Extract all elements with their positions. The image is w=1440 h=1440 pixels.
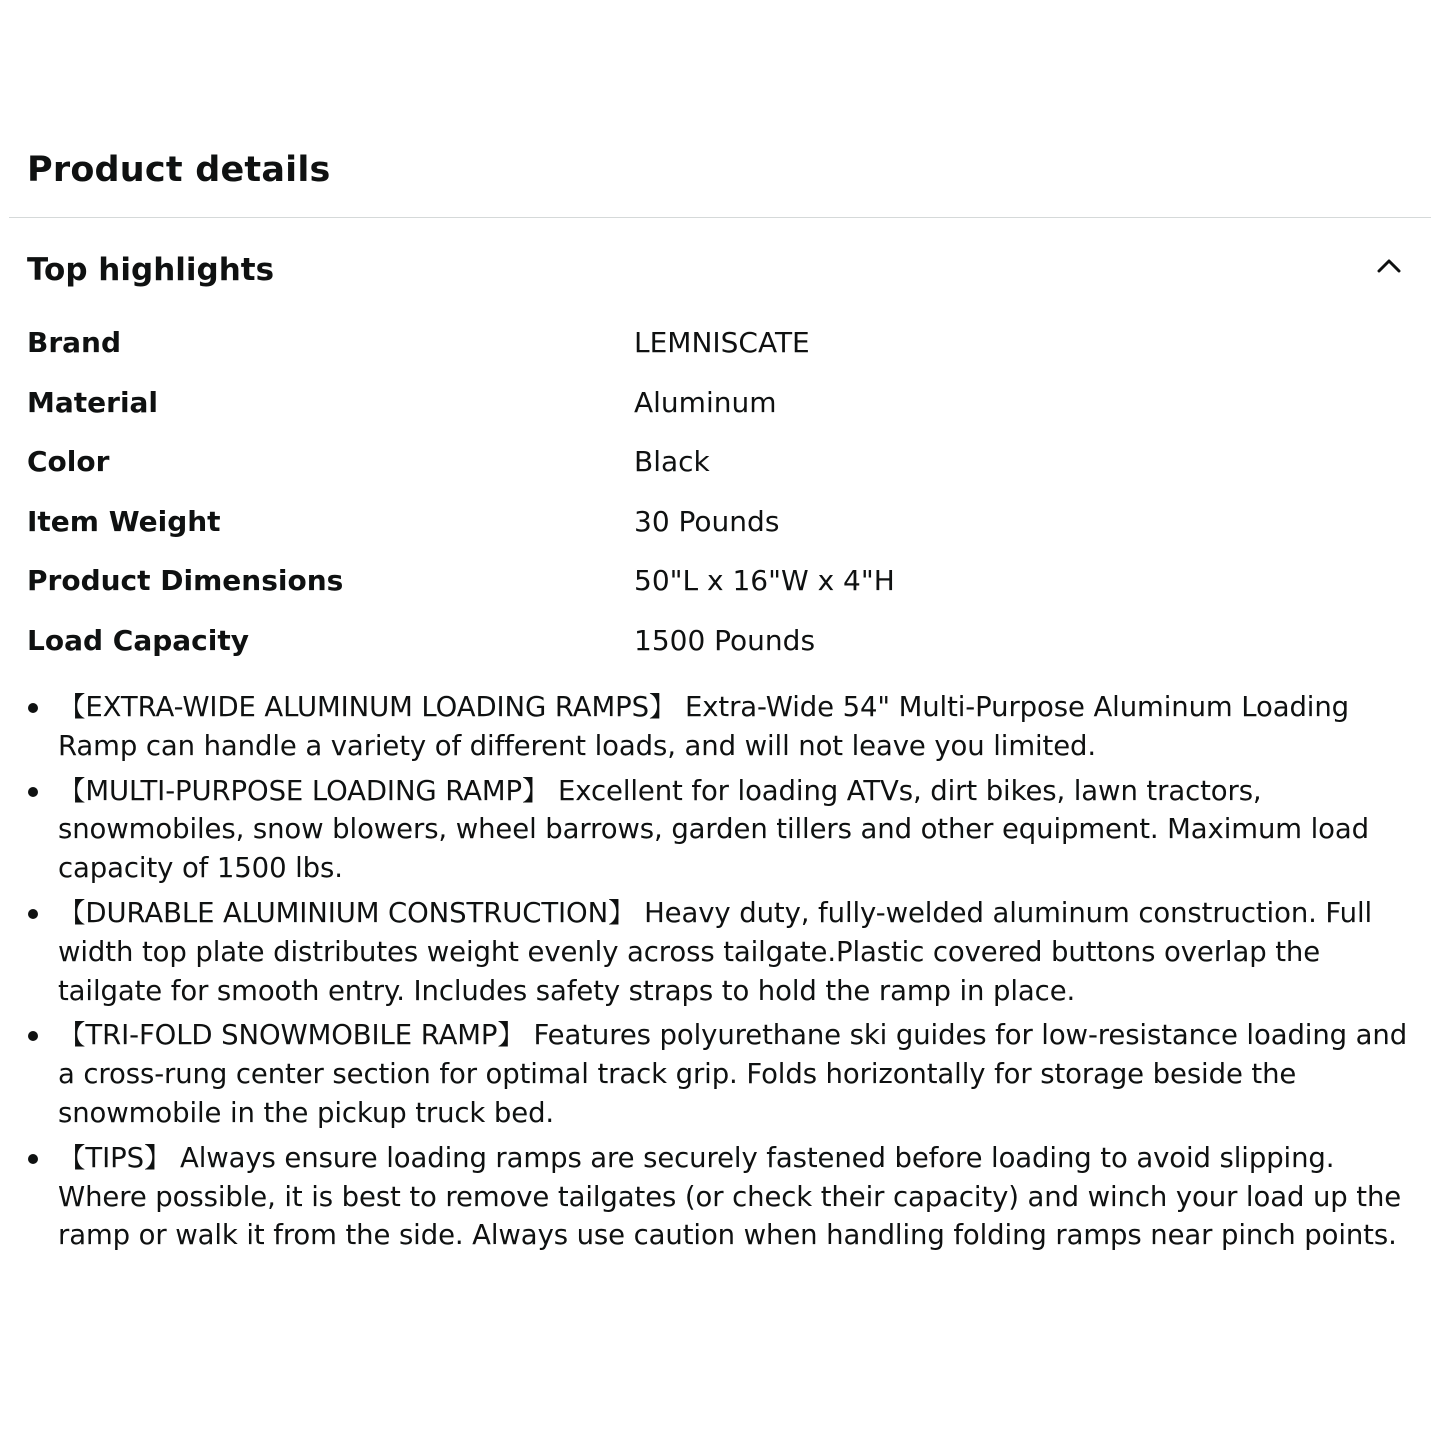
spec-value: Black [634,445,710,478]
spec-row-color [27,437,1407,497]
bullet-text: 【TRI-FOLD SNOWMOBILE RAMP】 Features polyurethane ski guides for low-resistance loading and a cross-rung center section for optimal track grip. Folds horizontally for storage beside the snowmobile in the pickup truck bed. [58,1019,1408,1129]
chevron-up-icon[interactable] [1371,249,1407,285]
bullet-dot-icon [28,1154,38,1164]
bullet-dot-icon [28,1031,38,1041]
bullet-text: 【MULTI-PURPOSE LOADING RAMP】 Excellent for loading ATVs, dirt bikes, lawn tractors, snowmobiles, snow blowers, wheel barrows, garden tillers and other equipment. Maximum load capacity of 1500 lbs. [58,774,1369,885]
spec-value: Aluminum [634,385,777,419]
spec-value: LEMNISCATE [634,326,810,359]
spec-label: Load Capacity [27,623,249,657]
bullet-text: 【EXTRA-WIDE ALUMINUM LOADING RAMPS】 Extra-Wide 54" Multi-Purpose Aluminum Loading Ramp can handle a variety of different loads, and will not leave you limited. [58,691,1350,762]
spec-value: 30 Pounds [634,504,780,538]
page-title: Product details [27,150,331,190]
spec-value: 50"L x 16"W x 4"H [634,564,895,597]
section-title: Top highlights [27,252,275,288]
spec-table [27,318,1407,675]
bullet-dot-icon [28,909,38,919]
list-item [22,772,1417,888]
list-item [22,688,1417,766]
bullet-dot-icon [28,703,38,713]
spec-label: Item Weight [27,504,221,538]
spec-row-product-dimensions [27,556,1407,616]
list-item [22,1016,1417,1132]
spec-row-item-weight [27,497,1407,557]
bullet-text: 【DURABLE ALUMINIUM CONSTRUCTION】 Heavy duty, fully-welded aluminum construction. Full width top plate distributes weight evenly across tailgate.Plastic covered buttons overlap the tailgate for smooth entry. Includes safety straps to hold the ramp in place. [58,896,1373,1007]
spec-label: Brand [27,326,122,359]
list-item [22,1139,1417,1255]
spec-value: 1500 Pounds [634,623,816,657]
top-highlights-header[interactable] [27,245,1407,295]
spec-label: Product Dimensions [27,564,344,597]
list-item [22,894,1417,1010]
spec-row-material [27,378,1407,438]
spec-row-load-capacity [27,616,1407,676]
spec-label: Color [27,445,110,478]
spec-label: Material [27,385,159,419]
feature-bullet-list [22,688,1417,1261]
bullet-dot-icon [28,787,38,797]
bullet-text: 【TIPS】 Always ensure loading ramps are securely fastened before loading to avoid slipping. Where possible, it is best to remove tailgates (or check their capacity) and winch your load up the ramp or walk it from the side. Always use caution when handling folding ramps near pinch points. [58,1141,1402,1252]
spec-row-brand [27,318,1407,378]
section-divider [9,217,1431,218]
